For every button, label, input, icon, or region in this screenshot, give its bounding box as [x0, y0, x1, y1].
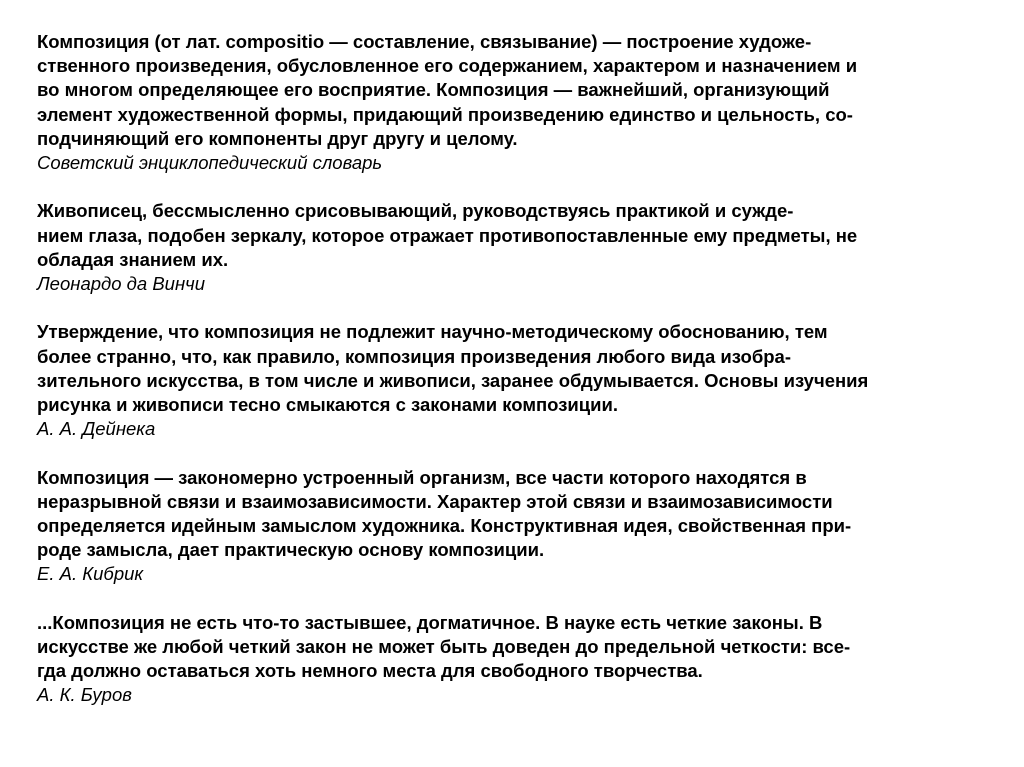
quote-line: ственного произведения, обусловленное его содержанием, характером и назначением и [37, 55, 858, 77]
quote-line: искусстве же любой четкий закон не может быть доведен до предельной четкости: все- [37, 636, 851, 658]
quote-line: рисунка и живописи тесно смыкаются с законами композиции. [37, 394, 619, 416]
quote-block-4 [37, 466, 997, 587]
quote-block-2 [37, 199, 997, 296]
quote-block-5 [37, 611, 997, 708]
quote-line: роде замысла, дает практическую основу композиции. [37, 539, 545, 561]
quote-line: нием глаза, подобен зеркалу, которое отражает противопоставленные ему предметы, не [37, 224, 858, 246]
quote-text [37, 611, 997, 684]
quote-text [37, 320, 997, 417]
quote-line: подчиняющий его компоненты друг другу и целому. [37, 127, 518, 149]
quote-line: гда должно оставаться хоть немного места для свободного творчества. [37, 660, 703, 682]
quote-block-1 [37, 30, 997, 175]
quote-line: Композиция — закономерно устроенный организм, все части которого находятся в [37, 466, 807, 488]
quote-line: ...Композиция не есть что-то застывшее, догматичное. В науке есть четкие законы. В [37, 611, 823, 633]
quote-line: Композиция (от лат. compositio — составление, связывание) — построение художе- [37, 31, 812, 52]
quote-line: Живописец, бессмысленно срисовывающий, руководствуясь практикой и сужде- [37, 200, 794, 222]
quote-author: А. К. Буров [37, 684, 132, 706]
quote-line: определяется идейным замыслом художника. Конструктивная идея, свойственная при- [37, 515, 852, 537]
quote-text [37, 30, 997, 151]
quote-author: Е. А. Кибрик [37, 563, 144, 585]
quote-text [37, 466, 997, 563]
quotes-list [37, 30, 997, 732]
quote-block-3 [37, 320, 997, 441]
quote-author: Леонардо да Винчи [37, 273, 205, 295]
quote-line: более странно, что, как правило, композиция произведения любого вида изобра- [37, 345, 791, 367]
quote-line: неразрывной связи и взаимозависимости. Характер этой связи и взаимозависимости [37, 490, 833, 512]
quote-line: зительного искусства, в том числе и живописи, заранее обдумывается. Основы изучения [37, 369, 869, 391]
quote-line: во многом определяющее его восприятие. Композиция — важнейший, организующий [37, 79, 830, 101]
quote-line: элемент художественной формы, придающий произведению единство и цельность, со- [37, 103, 853, 125]
quote-text [37, 199, 997, 272]
quote-line: обладая знанием их. [37, 248, 229, 270]
quote-author: Советский энциклопедический словарь [37, 152, 383, 174]
quote-author: А. А. Дейнека [37, 418, 156, 440]
quote-line: Утверждение, что композиция не подлежит научно-методическому обоснованию, тем [37, 321, 828, 343]
